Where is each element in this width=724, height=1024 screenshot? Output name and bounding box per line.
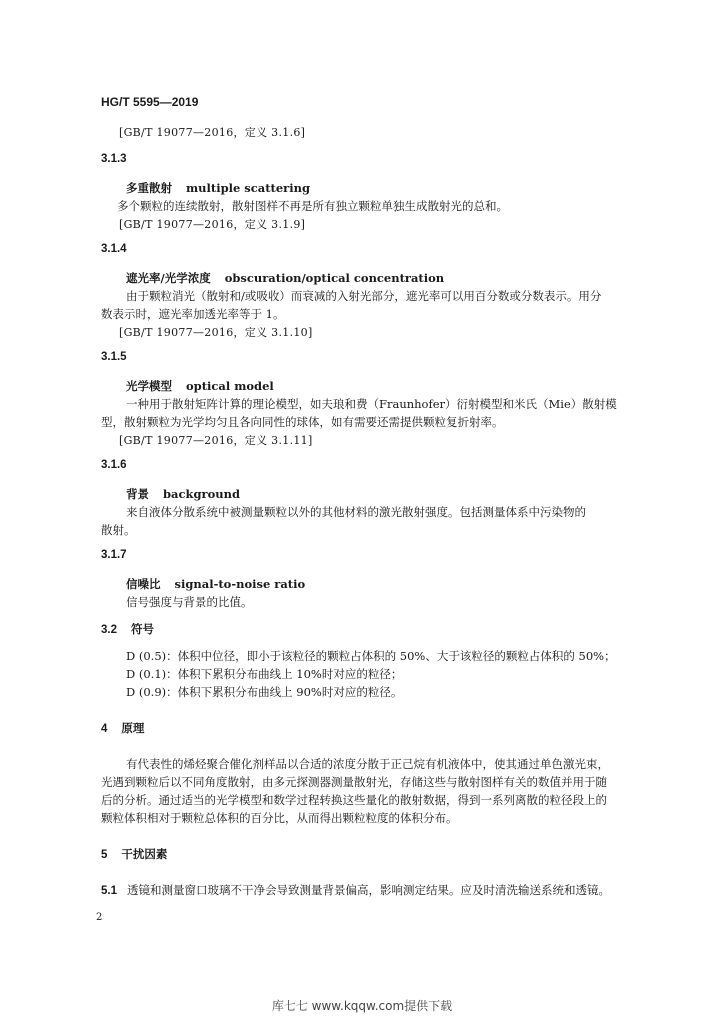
definition-line: 散射。	[101, 523, 136, 537]
reference-citation: [GB/T 19077—2016，定义 3.1.9]	[119, 218, 306, 231]
reference-citation: [GB/T 19077—2016，定义 3.1.6]	[119, 126, 306, 139]
section-number: 3.2	[101, 624, 117, 636]
section-title: 原理	[121, 723, 145, 735]
page-number: 2	[96, 912, 103, 923]
definition-line: 来自液体分散系统中被测量颗粒以外的其他材料的激光散射强度。包括测量体系中污染物的	[126, 505, 586, 519]
term-cn: 遮光率/光学浓度	[126, 271, 211, 285]
symbol-definition: D (0.1)：体积下累积分布曲线上 10%时对应的粒径；	[126, 667, 403, 681]
term-en: background	[163, 487, 240, 501]
paragraph-line: 颗粒体积相对于颗粒总体积的百分比，从而得出颗粒粒度的体积分布。	[101, 811, 458, 825]
paragraph-line: 有代表性的烯烃聚合催化剂样品以合适的浓度分散于正己烷有机液体中，使其通过单色激光束，	[126, 757, 609, 771]
definition-line: 型，散射颗粒为光学均匀且各向同性的球体，如有需要还需提供颗粒复折射率。	[101, 415, 504, 429]
definition-line: 信号强度与背景的比值。	[126, 595, 253, 609]
paragraph-line: 光遇到颗粒后以不同角度散射，由多元探测器测量散射光，存储这些与散射图样有关的数值并用于随	[101, 775, 607, 789]
reference-citation: [GB/T 19077—2016，定义 3.1.10]	[119, 326, 313, 339]
symbol-definition: D (0.5)：体积中位径，即小于该粒径的颗粒占体积的 50%、大于该粒径的颗粒占体积的 50%；	[126, 649, 616, 663]
term-heading	[126, 576, 305, 592]
clause-text: 透镜和测量窗口玻璃不干净会导致测量背景偏高，影响测定结果。应及时清洗输送系统和透镜。	[127, 883, 610, 897]
clause-number: 3.1.5	[101, 351, 127, 363]
term-en: signal-to-noise ratio	[174, 577, 306, 591]
term-heading	[126, 180, 310, 196]
section-title: 符号	[131, 624, 154, 636]
term-cn: 多重散射	[126, 181, 172, 195]
clause-number: 5.1	[101, 885, 117, 897]
reference-citation: [GB/T 19077—2016，定义 3.1.11]	[119, 434, 313, 447]
term-cn: 信噪比	[126, 577, 161, 591]
clause-number: 3.1.7	[101, 549, 127, 561]
term-cn: 光学模型	[126, 379, 172, 393]
definition-line: 一种用于散射矩阵计算的理论模型，如夫琅和费（Fraunhofer）衍射模型和米氏（Mie）散射模	[126, 397, 617, 411]
section-title: 干扰因素	[121, 849, 168, 861]
term-en: obscuration/optical concentration	[224, 271, 445, 285]
clause-5-1	[101, 882, 610, 898]
section-heading	[101, 621, 154, 637]
term-heading	[126, 270, 444, 286]
term-cn: 背景	[126, 487, 149, 501]
section-number: 4	[101, 723, 108, 735]
clause-number: 3.1.4	[101, 243, 127, 255]
symbol-definition: D (0.9)：体积下累积分布曲线上 90%时对应的粒径。	[126, 685, 403, 699]
term-en: optical model	[186, 379, 274, 393]
section-number: 5	[101, 849, 108, 861]
term-en: multiple scattering	[186, 181, 311, 195]
standard-code-header: HG/T 5595—2019	[101, 95, 199, 109]
term-heading	[126, 486, 240, 502]
paragraph-line: 后的分析。通过适当的光学模型和数学过程转换这些量化的散射数据，得到一系列离散的粒径段上的	[101, 793, 607, 807]
definition-line: 数表示时，遮光率加透光率等于 1。	[101, 307, 285, 321]
section-heading	[101, 846, 167, 862]
definition-line: 由于颗粒消光（散射和/或吸收）而衰减的入射光部分，遮光率可以用百分数或分数表示。用分	[126, 289, 602, 303]
download-watermark: 库七七 www.kqqw.com提供下载	[271, 999, 453, 1013]
clause-number: 3.1.3	[101, 153, 127, 165]
section-heading	[101, 720, 144, 736]
clause-number: 3.1.6	[101, 459, 127, 471]
definition-line: 多个颗粒的连续散射，散射图样不再是所有独立颗粒单独生成散射光的总和。	[117, 199, 508, 213]
term-heading	[126, 378, 274, 394]
